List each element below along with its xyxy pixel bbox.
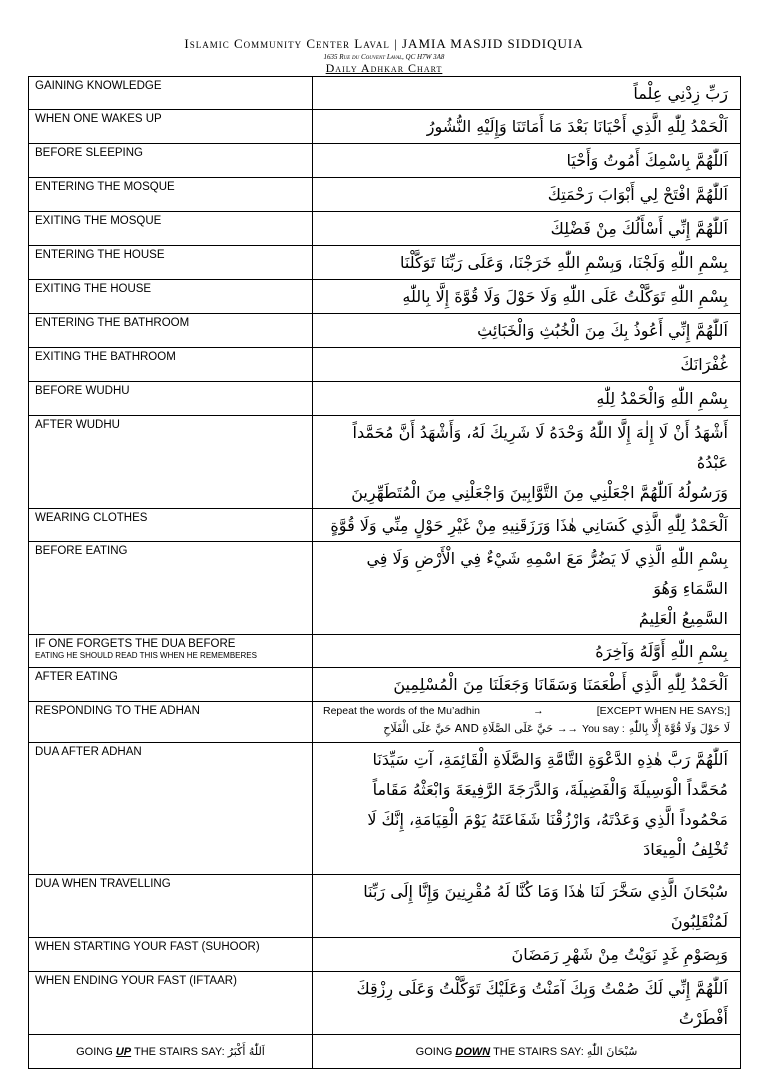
occasion-cell — [29, 702, 313, 743]
dua-text-line: بِسْمِ اللّٰهِ وَالْحَمْدُ لِلّٰهِ — [596, 389, 728, 408]
occasion-cell — [29, 743, 313, 875]
dua-text-line: بِسْمِ اللّٰهِ وَلَجْنَا، وَبِسْمِ اللّٰهِ خَرَجْنَا، وَعَلَى رَبِّنَا تَوَكَّلْنَا — [400, 253, 728, 272]
dua-text-line: اَلْحَمْدُ لِلّٰهِ الَّذِي أَحْيَانَا بَعْدَ مَا أَمَاتَنَا وَإِلَيْهِ النُّشُورُ — [426, 117, 728, 136]
dua-text-line: وَبِصَوْمِ غَدٍ نَوَيْتُ مِنْ شَهْرِ رَمَضَانَ — [511, 945, 728, 964]
dua-cell — [313, 110, 741, 144]
dua-cell — [313, 875, 741, 938]
occasion-label: AFTER WUDHU — [35, 419, 120, 431]
dua-row — [29, 635, 741, 668]
dua-cell — [313, 246, 741, 280]
dua-text-line: غُفْرَانَكَ — [680, 355, 728, 374]
dua-row — [29, 110, 741, 144]
occasion-cell — [29, 635, 313, 668]
occasion-label: WHEN STARTING YOUR FAST (SUHOOR) — [35, 941, 260, 953]
stairs-up-prefix: GOING — [76, 1046, 113, 1058]
dua-cell — [313, 542, 741, 635]
dua-cell — [313, 382, 741, 416]
dua-text-line: اَللّٰهُمَّ إِنِّي أَسْأَلُكَ مِنْ فَضْلِكَ — [550, 219, 728, 238]
occasion-cell — [29, 875, 313, 938]
dua-row — [29, 938, 741, 972]
occasion-cell — [29, 178, 313, 212]
dua-row — [29, 972, 741, 1035]
dua-text-line: اَللّٰهُمَّ افْتَحْ لِي أَبْوَابَ رَحْمَتِكَ — [547, 185, 728, 204]
stairs-down-suffix: THE STAIRS SAY: — [493, 1046, 584, 1058]
occasion-cell — [29, 509, 313, 542]
double-arrow-icon: →→ — [557, 723, 579, 735]
occasion-label: IF ONE FORGETS THE DUA BEFORE — [35, 638, 236, 650]
stairs-up-suffix: THE STAIRS SAY: — [134, 1046, 225, 1058]
adhan-line-1 — [323, 704, 730, 718]
dua-text-line: اَللّٰهُمَّ بِاسْمِكَ أَمُوتُ وَأَحْيَا — [566, 151, 728, 170]
stairs-up-cell — [29, 1035, 313, 1069]
dua-row — [29, 280, 741, 314]
occasion-label: DUA WHEN TRAVELLING — [35, 878, 171, 890]
stairs-row — [29, 1035, 741, 1069]
dua-cell — [313, 178, 741, 212]
dua-row — [29, 144, 741, 178]
dua-text-line: اَلْحَمْدُ لِلّٰهِ الَّذِي أَطْعَمَنَا وَسَقَانَا وَجَعَلَنَا مِنَ الْمُسْلِمِينَ — [393, 675, 728, 694]
center-address: 1635 Rue du Couvent Laval, QC H7W 3A8 — [323, 53, 445, 61]
center-title: Islamic Community Center Laval | JAMIA MASJID SIDDIQUIA — [184, 36, 584, 51]
dua-text-line: سُبْحَانَ الَّذِي سَخَّرَ لَنَا هٰذَا وَمَا كُنَّا لَهُ مُقْرِنِينَ وَإِنَّا إِلَى رَبِّنَا لَمُنْقَلِبُونَ — [363, 882, 728, 931]
occasion-label: ENTERING THE BATHROOM — [35, 317, 190, 329]
occasion-label: DUA AFTER ADHAN — [35, 746, 142, 758]
stairs-down-prefix: GOING — [415, 1046, 453, 1058]
stairs-up-arabic: اَللّٰهُ أَكْبَرُ — [227, 1045, 265, 1058]
dua-row — [29, 743, 741, 875]
occasion-label: EXITING THE MOSQUE — [35, 215, 162, 227]
dua-row — [29, 542, 741, 635]
dua-row — [29, 246, 741, 280]
dua-text-line: بِسْمِ اللّٰهِ الَّذِي لَا يَضُرُّ مَعَ اسْمِهِ شَيْءٌ فِي الْأَرْضِ وَلَا فِي السَّمَاءِ وَهُوَ — [366, 549, 728, 598]
occasion-cell — [29, 280, 313, 314]
occasion-label: ENTERING THE MOSQUE — [35, 181, 175, 193]
dua-cell — [313, 280, 741, 314]
dua-row — [29, 668, 741, 702]
dua-text-line: اَللّٰهُمَّ إِنِّي أَعُوذُ بِكَ مِنَ الْخُبُثِ وَالْخَبَائِثِ — [477, 321, 728, 340]
except-text: [EXCEPT WHEN HE SAYS;] — [596, 705, 730, 717]
stairs-up-word: UP — [115, 1046, 132, 1058]
occasion-sublabel: EATING HE SHOULD READ THIS WHEN HE REMEMBERES — [35, 651, 257, 660]
occasion-cell — [29, 972, 313, 1035]
occasion-cell — [29, 668, 313, 702]
occasion-label: BEFORE SLEEPING — [35, 147, 144, 159]
dua-cell — [313, 144, 741, 178]
dua-text-line: مُحَمَّداً الْوَسِيلَةَ وَالْفَضِيلَةَ، وَالدَّرَجَةَ الرَّفِيعَةَ وَابْعَثْهُ مَقَاماً — [372, 780, 728, 799]
occasion-cell — [29, 314, 313, 348]
occasion-label: BEFORE WUDHU — [35, 385, 130, 397]
dua-text-line: اَللّٰهُمَّ إِنِّي لَكَ صُمْتُ وَبِكَ آمَنْتُ وَعَلَيْكَ تَوَكَّلْتُ وَعَلَى رِزْقِكَ أَفْطَرْتُ — [356, 979, 728, 1028]
stairs-down-arabic: سُبْحَانَ اللّٰهِ — [586, 1045, 638, 1058]
occasion-label: GAINING KNOWLEDGE — [35, 80, 162, 92]
dua-row — [29, 509, 741, 542]
adhan-phrases: حَيَّ عَلَى الصَّلَاةِ AND حَيَّ عَلَى الْفَلَاحِ — [383, 722, 554, 735]
adhan-row — [29, 702, 741, 743]
dua-row — [29, 314, 741, 348]
occasion-cell — [29, 144, 313, 178]
dua-text-line: وَرَسُولُهُ اَللّٰهُمَّ اجْعَلْنِي مِنَ التَّوَّابِينَ وَاجْعَلْنِي مِنَ الْمُتَطَهِّرِينَ — [351, 483, 728, 502]
dua-text-line: السَّمِيعُ الْعَلِيمُ — [638, 609, 728, 628]
stairs-down-cell — [313, 1035, 741, 1069]
occasion-label: RESPONDING TO THE ADHAN — [35, 705, 200, 717]
dua-cell — [313, 668, 741, 702]
dua-cell — [313, 938, 741, 972]
dua-text-line: بِسْمِ اللّٰهِ أَوَّلَهُ وَآخِرَهُ — [595, 642, 728, 661]
dua-cell — [313, 416, 741, 509]
dua-text-line: بِسْمِ اللّٰهِ تَوَكَّلْتُ عَلَى اللّٰهِ وَلَا حَوْلَ وَلَا قُوَّةَ إِلَّا بِاللّٰهِ — [402, 287, 728, 306]
dua-cell — [313, 972, 741, 1035]
dua-cell — [313, 509, 741, 542]
adhan-line-2 — [323, 722, 730, 736]
dua-row — [29, 348, 741, 382]
dua-cell — [313, 314, 741, 348]
stairs-down-word: DOWN — [455, 1046, 491, 1058]
occasion-cell — [29, 348, 313, 382]
dua-row — [29, 382, 741, 416]
dua-row — [29, 416, 741, 509]
chart-header — [0, 36, 768, 76]
arrow-right-icon: → — [533, 705, 544, 717]
occasion-cell — [29, 77, 313, 110]
dua-row — [29, 77, 741, 110]
occasion-cell — [29, 938, 313, 972]
dua-text-line: تُخْلِفُ الْمِيعَادَ — [643, 840, 728, 859]
occasion-cell — [29, 542, 313, 635]
dua-text-line: مَحْمُوداً الَّذِي وَعَدْتَهُ، وَارْزُقْنَا شَفَاعَتَهُ يَوْمَ الْقِيَامَةِ، إِنَّكَ لَا — [367, 810, 728, 829]
occasion-label: AFTER EATING — [35, 671, 118, 683]
dua-cell — [313, 212, 741, 246]
adhan-instruction-cell — [313, 702, 741, 743]
occasion-label: EXITING THE HOUSE — [35, 283, 152, 295]
dua-row — [29, 875, 741, 938]
dua-cell — [313, 348, 741, 382]
occasion-cell — [29, 246, 313, 280]
adhkar-table — [28, 76, 741, 1069]
dua-row — [29, 178, 741, 212]
occasion-label: WEARING CLOTHES — [35, 512, 148, 524]
occasion-label: WHEN ENDING YOUR FAST (IFTAAR) — [35, 975, 237, 987]
occasion-label: WHEN ONE WAKES UP — [35, 113, 162, 125]
occasion-label: ENTERING THE HOUSE — [35, 249, 165, 261]
occasion-label: EXITING THE BATHROOM — [35, 351, 176, 363]
dua-text-line: رَبِّ زِدْنِي عِلْماً — [633, 84, 728, 103]
occasion-cell — [29, 416, 313, 509]
dua-text-line: اَلْحَمْدُ لِلّٰهِ الَّذِي كَسَانِي هٰذَا وَرَزَقَنِيهِ مِنْ غَيْرِ حَوْلٍ مِنِّي وَلَا قُوَّةٍ — [330, 516, 728, 535]
occasion-cell — [29, 212, 313, 246]
occasion-cell — [29, 382, 313, 416]
dua-text-line: أَشْهَدُ أَنْ لَا إِلٰهَ إِلَّا اللّٰهُ وَحْدَهُ لَا شَرِيكَ لَهُ، وَأَشْهَدُ أَنَّ مُحَمَّداً عَبْدُهُ — [352, 423, 728, 472]
occasion-cell — [29, 110, 313, 144]
dua-cell — [313, 743, 741, 875]
repeat-text: Repeat the words of the Mu’adhin — [323, 705, 481, 717]
dua-text-line: اَللّٰهُمَّ رَبَّ هٰذِهِ الدَّعْوَةِ التَّامَّةِ وَالصَّلَاةِ الْقَائِمَةِ، آتِ سَيِّدَنَا — [372, 750, 728, 769]
you-say-text: You say : — [582, 723, 625, 735]
dua-row — [29, 212, 741, 246]
adhan-response: لَا حَوْلَ وَلَا قُوَّةَ إِلَّا بِاللّٰهِ — [628, 722, 730, 735]
chart-title: Daily Adhkar Chart — [325, 61, 443, 75]
dua-cell — [313, 635, 741, 668]
occasion-label: BEFORE EATING — [35, 545, 128, 557]
dua-cell — [313, 77, 741, 110]
